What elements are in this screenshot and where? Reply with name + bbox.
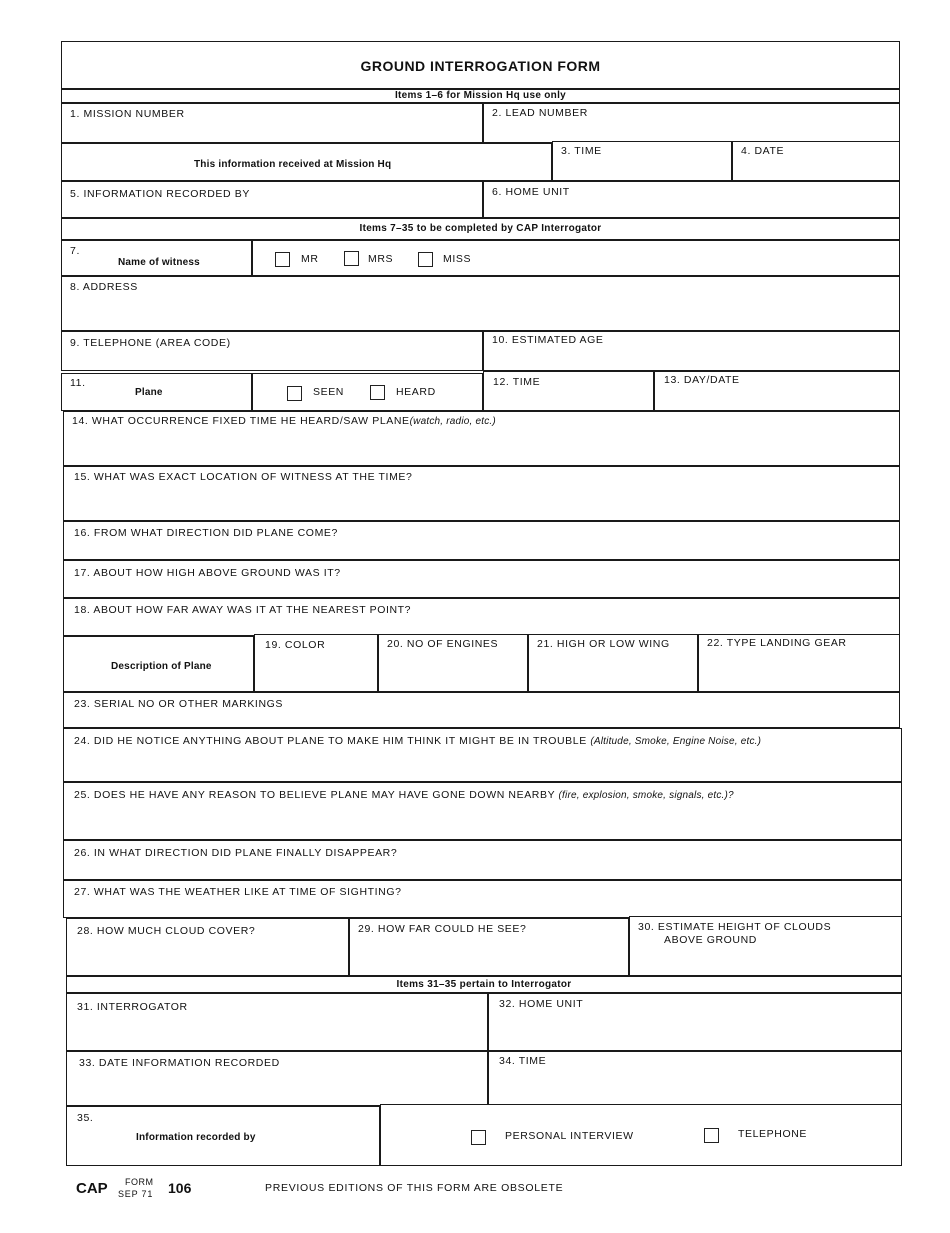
- height-above-ground-field[interactable]: [63, 560, 900, 598]
- number-of-engines-field[interactable]: [378, 634, 528, 692]
- personal-interview-label: PERSONAL INTERVIEW: [505, 1130, 634, 1142]
- footer-obsolete-note: PREVIOUS EDITIONS OF THIS FORM ARE OBSOLETE: [265, 1182, 564, 1194]
- plane-label: Plane: [135, 387, 163, 398]
- high-or-low-wing-field[interactable]: [528, 634, 698, 692]
- field-label: [72, 415, 496, 427]
- interrogator-field[interactable]: [66, 993, 488, 1051]
- estimated-age-field[interactable]: [483, 331, 900, 371]
- field-label: 21. HIGH OR LOW WING: [537, 638, 670, 650]
- footer-cap: CAP: [76, 1180, 108, 1197]
- occurrence-fixed-time-field[interactable]: [63, 411, 900, 466]
- form-footer: [76, 1176, 676, 1206]
- miss-label: MISS: [443, 253, 472, 265]
- received-label: This information received at Mission Hq: [194, 159, 392, 170]
- information-recorded-by-field[interactable]: [61, 181, 483, 218]
- field-label: 20. NO OF ENGINES: [387, 638, 499, 650]
- mr-checkbox[interactable]: [275, 252, 290, 267]
- field-label: 28. HOW MUCH CLOUD COVER?: [77, 925, 256, 937]
- field-label: 22. TYPE LANDING GEAR: [707, 637, 847, 649]
- name-of-witness-field[interactable]: [252, 240, 900, 276]
- field-label: 8. ADDRESS: [70, 281, 138, 293]
- mrs-label: MRS: [368, 253, 394, 265]
- time-field-12[interactable]: [483, 371, 654, 411]
- field-label: 12. TIME: [493, 376, 541, 388]
- serial-markings-field[interactable]: [63, 692, 900, 728]
- recorded-by-label: Information recorded by: [136, 1132, 256, 1143]
- description-label: Description of Plane: [111, 661, 212, 672]
- field-label: 34. TIME: [499, 1055, 547, 1067]
- date-recorded-field[interactable]: [66, 1051, 488, 1106]
- field-label: 19. COLOR: [265, 639, 326, 651]
- field-label: 2. LEAD NUMBER: [492, 107, 588, 119]
- telephone-label: TELEPHONE: [738, 1128, 807, 1140]
- field-label: 33. DATE INFORMATION RECORDED: [79, 1057, 280, 1069]
- field-label: 29. HOW FAR COULD HE SEE?: [358, 923, 527, 935]
- miss-checkbox[interactable]: [418, 252, 433, 267]
- field-label: 32. HOME UNIT: [499, 998, 584, 1010]
- field-number: 11.: [70, 377, 86, 389]
- field-label: [74, 789, 734, 801]
- heard-checkbox[interactable]: [370, 385, 385, 400]
- gone-down-nearby-field[interactable]: [63, 782, 902, 840]
- field-label: 1. MISSION NUMBER: [70, 108, 185, 120]
- telephone-checkbox[interactable]: [704, 1128, 719, 1143]
- form-title: GROUND INTERROGATION FORM: [360, 58, 601, 74]
- field-label: 18. ABOUT HOW FAR AWAY WAS IT AT THE NEAREST POINT?: [74, 604, 412, 616]
- field-label: 13. DAY/DATE: [664, 374, 740, 386]
- home-unit-field-6[interactable]: [483, 181, 900, 218]
- footer-form-word: FORM: [125, 1177, 154, 1187]
- field-label: 10. ESTIMATED AGE: [492, 334, 604, 346]
- field-note: (Altitude, Smoke, Engine Noise, etc.): [590, 736, 762, 747]
- visibility-field[interactable]: [349, 918, 629, 976]
- name-of-witness-label: Name of witness: [118, 257, 200, 268]
- plane-seen-heard-field[interactable]: [252, 373, 483, 411]
- exact-location-field[interactable]: [63, 466, 900, 521]
- field-label: 4. DATE: [741, 145, 785, 157]
- section-label: Items 7–35 to be completed by CAP Interrogator: [359, 223, 602, 234]
- section-header-interrogator: [61, 218, 900, 240]
- section-header-mission-hq: [61, 89, 900, 103]
- time-field-3[interactable]: [552, 141, 732, 181]
- field-label-line2: ABOVE GROUND: [664, 934, 757, 946]
- direction-came-field[interactable]: [63, 521, 900, 560]
- date-field-4[interactable]: [732, 141, 900, 181]
- recorded-method-field[interactable]: [380, 1104, 902, 1166]
- field-label: 3. TIME: [561, 145, 602, 157]
- color-field[interactable]: [254, 634, 378, 692]
- seen-checkbox[interactable]: [287, 386, 302, 401]
- recorded-by-label-cell: [66, 1106, 380, 1166]
- section-label: Items 1–6 for Mission Hq use only: [394, 90, 567, 101]
- footer-date: SEP 71: [118, 1189, 154, 1199]
- plane-in-trouble-field[interactable]: [63, 728, 902, 782]
- field-label: 6. HOME UNIT: [492, 186, 570, 198]
- field-label: 26. IN WHAT DIRECTION DID PLANE FINALLY DISAPPEAR?: [74, 847, 398, 859]
- field-label: 23. SERIAL NO OR OTHER MARKINGS: [74, 698, 283, 710]
- lead-number-field[interactable]: [483, 103, 900, 143]
- field-label-text: 24. DID HE NOTICE ANYTHING ABOUT PLANE TO MAKE HIM THINK IT MIGHT BE IN TROUBLE: [74, 735, 587, 747]
- field-label-text: 14. WHAT OCCURRENCE FIXED TIME HE HEARD/SAW PLANE: [72, 415, 410, 427]
- field-label: 27. WHAT WAS THE WEATHER LIKE AT TIME OF SIGHTING?: [74, 886, 402, 898]
- personal-interview-checkbox[interactable]: [471, 1130, 486, 1145]
- distance-nearest-point-field[interactable]: [63, 598, 900, 636]
- day-date-field[interactable]: [654, 371, 900, 411]
- cloud-height-field[interactable]: [629, 916, 902, 976]
- telephone-field[interactable]: [61, 331, 483, 371]
- received-at-mission-hq: [61, 143, 552, 181]
- name-of-witness-label-cell: [61, 240, 252, 276]
- field-note: (fire, explosion, smoke, signals, etc.)?: [558, 790, 734, 801]
- mrs-checkbox[interactable]: [344, 251, 359, 266]
- field-label: 16. FROM WHAT DIRECTION DID PLANE COME?: [74, 527, 338, 539]
- field-label: 15. WHAT WAS EXACT LOCATION OF WITNESS AT THE TIME?: [74, 471, 413, 483]
- field-number: 35.: [77, 1112, 94, 1124]
- description-of-plane-label-cell: [63, 636, 254, 692]
- field-label: [74, 735, 761, 747]
- section-label: Items 31–35 pertain to Interrogator: [396, 979, 572, 990]
- home-unit-field-32[interactable]: [488, 993, 902, 1051]
- seen-label: SEEN: [313, 386, 344, 398]
- mission-number-field[interactable]: [61, 103, 483, 143]
- plane-label-cell: [61, 373, 252, 411]
- title-block: [61, 41, 900, 89]
- time-field-34[interactable]: [488, 1051, 902, 1106]
- field-label: 17. ABOUT HOW HIGH ABOVE GROUND WAS IT?: [74, 567, 341, 579]
- field-label: 5. INFORMATION RECORDED BY: [70, 188, 250, 200]
- cloud-cover-field[interactable]: [66, 918, 349, 976]
- section-header-pertain: [66, 976, 902, 993]
- field-note: (watch, radio, etc.): [409, 416, 496, 427]
- field-label-text: 25. DOES HE HAVE ANY REASON TO BELIEVE PLANE MAY HAVE GONE DOWN NEARBY: [74, 789, 555, 801]
- field-label: 30. ESTIMATE HEIGHT OF CLOUDS: [638, 921, 832, 933]
- direction-disappeared-field[interactable]: [63, 840, 902, 880]
- type-landing-gear-field[interactable]: [698, 634, 900, 692]
- mr-label: MR: [301, 253, 319, 265]
- field-label: 31. INTERROGATOR: [77, 1001, 188, 1013]
- footer-form-number: 106: [168, 1180, 192, 1196]
- field-label: 9. TELEPHONE (AREA CODE): [70, 337, 231, 349]
- heard-label: HEARD: [396, 386, 436, 398]
- address-field[interactable]: [61, 276, 900, 331]
- field-number: 7.: [70, 245, 80, 257]
- weather-field[interactable]: [63, 880, 902, 918]
